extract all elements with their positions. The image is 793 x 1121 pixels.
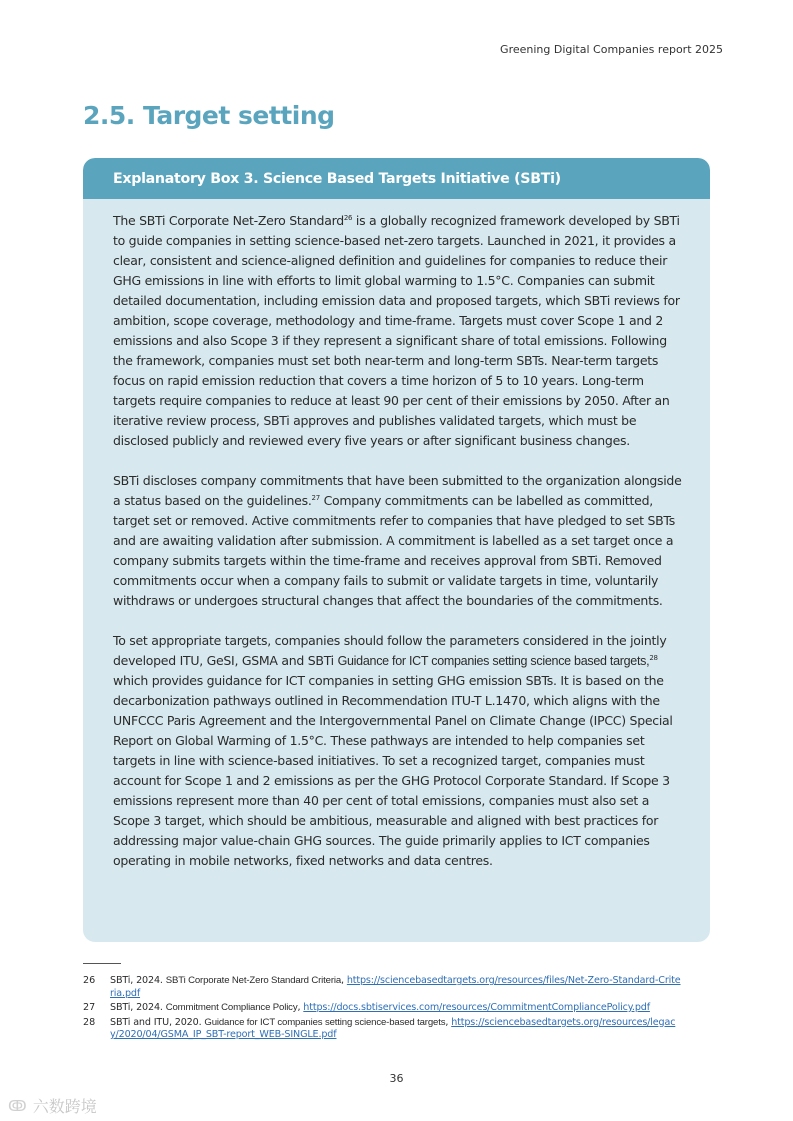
footnote-divider (83, 963, 121, 964)
paragraph-2-text-a: SBTi discloses company commitments that have been submitted to the organization alongside a status based on the guidelines. (113, 473, 682, 508)
paragraph-3-text-a: To set appropriate targets, companies should follow the parameters considered in the jointly developed ITU, GeSI, GSMA and SBTi (113, 633, 667, 668)
paragraph-2 (113, 471, 682, 611)
paragraph-1 (113, 211, 682, 451)
paragraph-1-text-a: The SBTi Corporate Net-Zero Standard (113, 213, 344, 228)
footnote-title: Commitment Compliance Policy (165, 1002, 298, 1013)
running-header: Greening Digital Companies report 2025 (500, 43, 723, 56)
watermark-logo-icon: ↂ (8, 1096, 27, 1115)
footnote-text (110, 975, 683, 1000)
watermark (8, 1094, 97, 1117)
page-number: 36 (389, 1072, 404, 1085)
guidance-title: Guidance for ICT companies setting science based targets, (337, 654, 650, 668)
footnote-ref-28[interactable]: 28 (649, 653, 658, 662)
footnote-separator: , (341, 975, 347, 986)
footnote-link[interactable]: https://sciencebasedtargets.org/resources/legacy/2020/04/GSMA_IP_SBT-report_WEB-SINGLE.pdf (110, 1016, 676, 1040)
footnote-number: 27 (83, 1002, 96, 1013)
paragraph-1-text-b: is a globally recognized framework developed by SBTi to guide companies in setting science-based net-zero targets. Launched in 2021, it provides a clear, consistent and science-aligned definition and guidelines for companies to reduce their GHG emissions in line with efforts to limit global warming to 1.5°C. Companies can submit detailed documentation, including emission data and proposed targets, which SBTi reviews for ambition, scope coverage, methodology and time-frame. Targets must cover Scope 1 and 2 emissions and also Scope 3 if they represent a significant share of total emissions. Following the framework, companies must set both near-term and long-term SBTs. Near-term targets focus on rapid emission reduction that covers a time horizon of 5 to 10 years. Long-term targets require companies to reduce at least 90 per cent of their emissions by 2050. After an iterative review process, SBTi approves and publishes validated targets, which must be disclosed publicly and reviewed every five years or after significant business changes. (113, 213, 680, 448)
footnote-prefix: SBTi, 2024. (110, 975, 166, 986)
footnote-ref-27[interactable]: 27 (311, 493, 320, 502)
paragraph-2-text-b: Company commitments can be labelled as committed, target set or removed. Active commitments refer to companies that have pledged to set SBTs and are awaiting validation after submission. A commitment is labelled as a set target once a company submits targets within the time-frame and receives approval from SBTi. Removed commitments occur when a company fails to submit or validate targets in time, voluntarily withdraws or undergoes structural changes that affect the boundaries of the commitments. (113, 493, 675, 608)
footnote-text (110, 1002, 683, 1015)
footnote-separator: , (445, 1016, 452, 1028)
explanatory-box-title: Explanatory Box 3. Science Based Targets Initiative (SBTi) (113, 170, 561, 187)
footnote-separator: , (297, 1002, 304, 1013)
paragraph-3 (113, 631, 682, 871)
footnote-title: Guidance for ICT companies setting science-based targets (204, 1016, 446, 1028)
explanatory-box-body (83, 199, 710, 871)
footnote-link[interactable]: https://sciencebasedtargets.org/resources/files/Net-Zero-Standard-Criteria.pdf (110, 975, 681, 999)
watermark-text: 六数跨境 (32, 1097, 97, 1116)
footnote-26 (83, 975, 683, 1000)
section-title: 2.5. Target setting (83, 101, 335, 130)
footnote-text (110, 1017, 683, 1042)
footnote-number: 28 (83, 1016, 96, 1028)
explanatory-box-header (83, 158, 710, 199)
footnote-prefix: SBTi and ITU, 2020. (110, 1016, 205, 1028)
explanatory-box (83, 158, 710, 942)
footnote-link[interactable]: https://docs.sbtiservices.com/resources/CommitmentCompliancePolicy.pdf (303, 1002, 650, 1013)
footnotes (83, 975, 683, 1044)
footnote-prefix: SBTi, 2024. (110, 1002, 166, 1013)
footnote-ref-26[interactable]: 26 (343, 213, 353, 222)
footnote-27 (83, 1002, 683, 1015)
paragraph-3-text-b: which provides guidance for ICT companies in setting GHG emission SBTs. It is based on the decarbonization pathways outlined in Recommendation ITU-T L.1470, which aligns with the UNFCCC Paris Agreement and the Intergovernmental Panel on Climate Change (IPCC) Special Report on Global Warming of 1.5°C. These pathways are intended to help companies set targets in line with science-based initiatives. To set a recognized target, companies must account for Scope 1 and 2 emissions as per the GHG Protocol Corporate Standard. If Scope 3 emissions represent more than 40 per cent of total emissions, companies must also set a Scope 3 target, which should be ambitious, measurable and aligned with best practices for addressing major value-chain GHG sources. The guide primarily applies to ICT companies operating in mobile networks, fixed networks and data centres. (113, 673, 673, 868)
footnote-number: 26 (83, 975, 96, 986)
footnote-28 (83, 1017, 683, 1042)
footnote-title: SBTi Corporate Net-Zero Standard Criteria (165, 975, 342, 986)
